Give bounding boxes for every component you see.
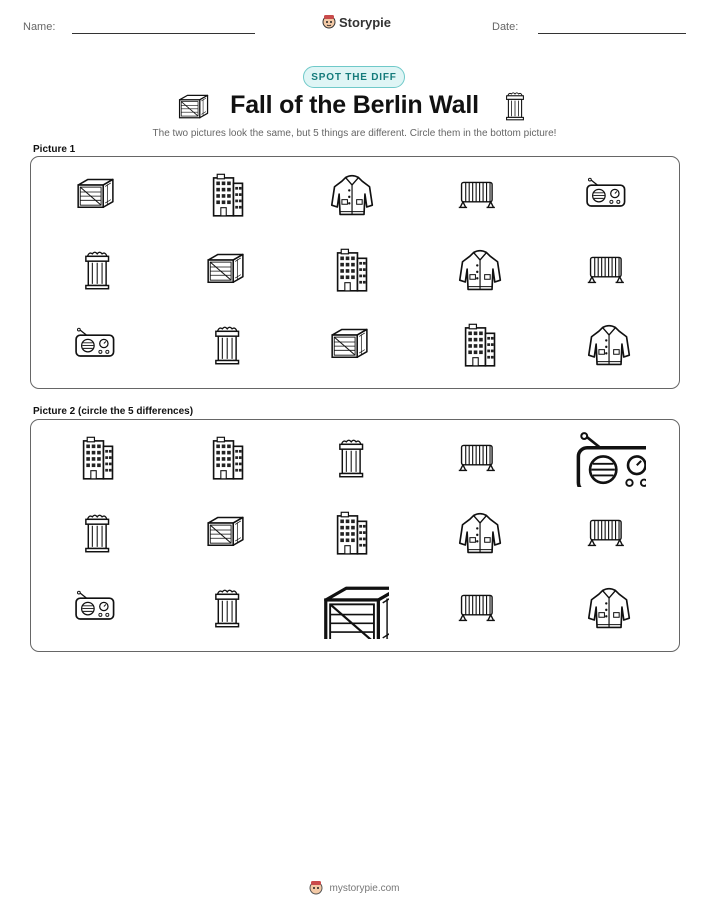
crate-icon[interactable]: [317, 579, 390, 640]
column-icon: [503, 91, 527, 121]
date-label: Date:: [492, 21, 519, 33]
brand-name: Storypie: [339, 14, 392, 30]
name-field[interactable]: [72, 33, 255, 34]
column-icon[interactable]: [211, 585, 247, 633]
storypie-mascot-icon: [309, 880, 323, 896]
radio-icon[interactable]: [74, 590, 124, 628]
crate-icon: [204, 250, 254, 292]
crate-icon: [328, 325, 378, 367]
apartment-building-icon[interactable]: [210, 435, 248, 483]
name-label: Name:: [23, 21, 56, 33]
barrier-icon: [585, 252, 635, 290]
brand-logo: [322, 14, 391, 30]
coat-icon[interactable]: [457, 510, 505, 558]
radio-icon: [74, 327, 124, 365]
footer: [0, 880, 709, 896]
barrier-icon[interactable]: [585, 515, 635, 553]
coat-icon: [329, 172, 377, 220]
column-icon[interactable]: [335, 435, 371, 483]
column-icon[interactable]: [81, 510, 117, 558]
apartment-building-icon: [334, 247, 372, 295]
barrier-icon[interactable]: [456, 440, 506, 478]
barrier-icon[interactable]: [456, 590, 506, 628]
radio-icon: [585, 177, 635, 215]
date-field[interactable]: [538, 33, 686, 34]
coat-icon[interactable]: [586, 585, 634, 633]
footer-url: mystorypie.com: [329, 882, 400, 894]
column-icon: [81, 247, 117, 295]
crate-icon: [74, 175, 124, 217]
barrier-icon: [456, 177, 506, 215]
apartment-building-icon[interactable]: [334, 510, 372, 558]
storypie-mascot-icon: [322, 14, 336, 30]
crate-icon[interactable]: [204, 513, 254, 555]
apartment-building-icon: [210, 172, 248, 220]
picture-2-label: Picture 2 (circle the 5 differences): [33, 406, 194, 417]
picture-1-label: Picture 1: [33, 144, 76, 155]
apartment-building-icon[interactable]: [80, 435, 118, 483]
page-title: Fall of the Berlin Wall: [230, 91, 479, 119]
instructions: The two pictures look the same, but 5 things are different. Circle them in the bottom picture!: [152, 128, 557, 139]
apartment-building-icon: [462, 322, 500, 370]
column-icon: [211, 322, 247, 370]
coat-icon: [586, 322, 634, 370]
spot-the-diff-badge: SPOT THE DIFF: [303, 66, 405, 88]
coat-icon: [457, 247, 505, 295]
radio-icon[interactable]: [574, 431, 647, 486]
